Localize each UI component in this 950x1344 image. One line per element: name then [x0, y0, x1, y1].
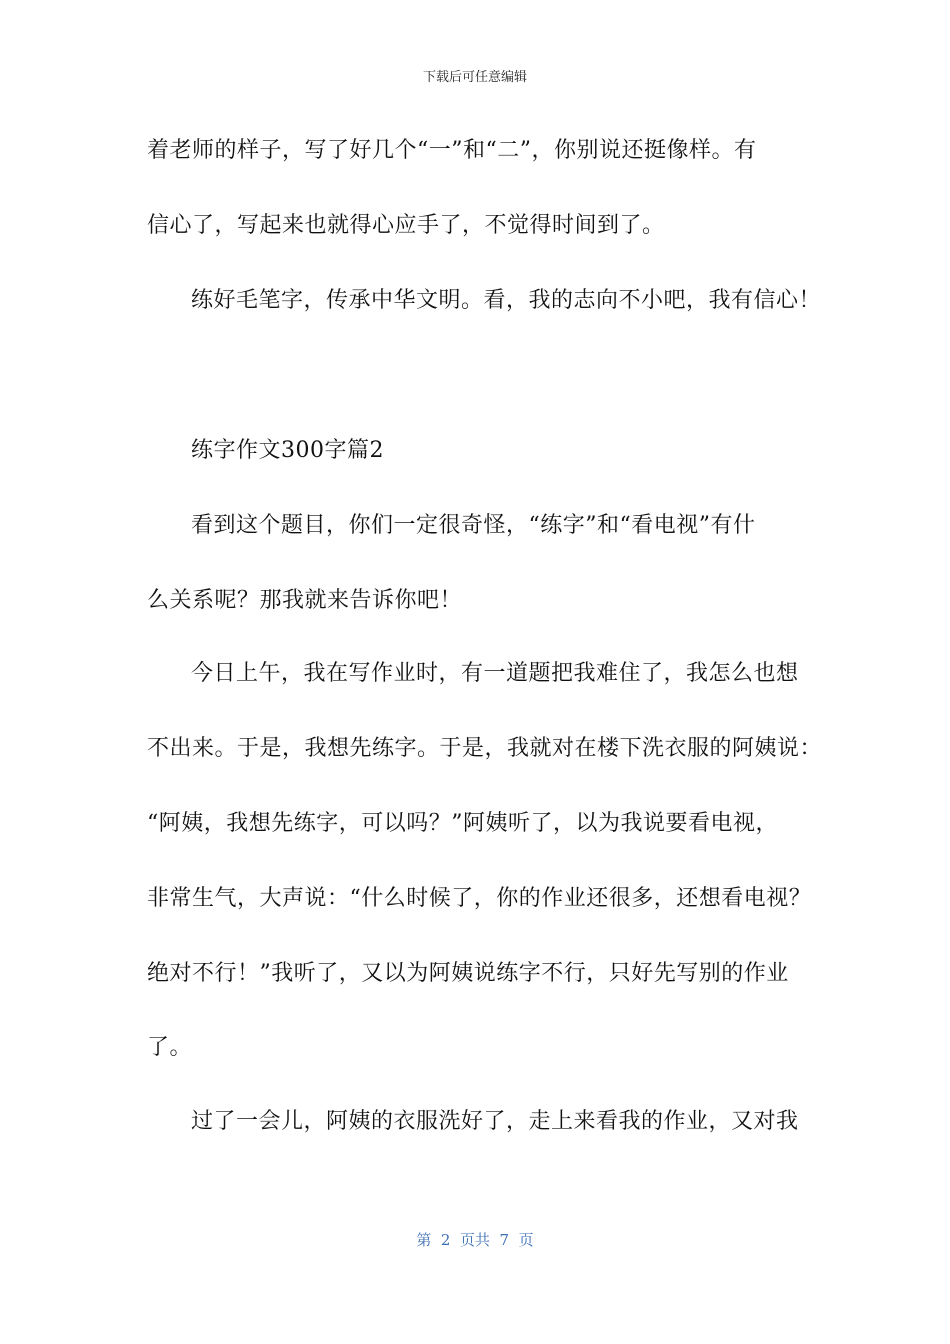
body-text-line: 今日上午，我在写作业时，有一道题把我难住了，我怎么也想	[191, 661, 799, 686]
body-text-line: 看到这个题目，你们一定很奇怪，“练字”和“看电视”有什	[191, 513, 756, 538]
page-footer: 第 2 页共 7 页	[416, 1231, 534, 1249]
page-header: 下载后可任意编辑	[422, 70, 527, 85]
section-heading: 练字作文300字篇2	[191, 438, 384, 463]
body-text-line: 了。	[147, 1035, 193, 1060]
body-text-line: 非常生气，大声说：“什么时候了，你的作业还很多，还想看电视？	[147, 886, 812, 911]
body-text-line: 绝对不行！”我听了，又以为阿姨说练字不行，只好先写别的作业	[147, 961, 789, 986]
body-text-line: “阿姨，我想先练字，可以吗？”阿姨听了，以为我说要看电视，	[147, 811, 778, 836]
body-text-line: 着老师的样子，写了好几个“一”和“二”，你别说还挺像样。有	[147, 138, 757, 163]
body-text-line: 么关系呢？那我就来告诉你吧！	[147, 588, 463, 613]
body-text-line: 过了一会儿，阿姨的衣服洗好了，走上来看我的作业，又对我	[191, 1109, 799, 1134]
body-text-line: 不出来。于是，我想先练字。于是，我就对在楼下洗衣服的阿姨说：	[147, 736, 823, 761]
body-text-line: 信心了，写起来也就得心应手了，不觉得时间到了。	[147, 213, 665, 238]
body-text-line: 练好毛笔字，传承中华文明。看，我的志向不小吧，我有信心！	[191, 288, 822, 313]
